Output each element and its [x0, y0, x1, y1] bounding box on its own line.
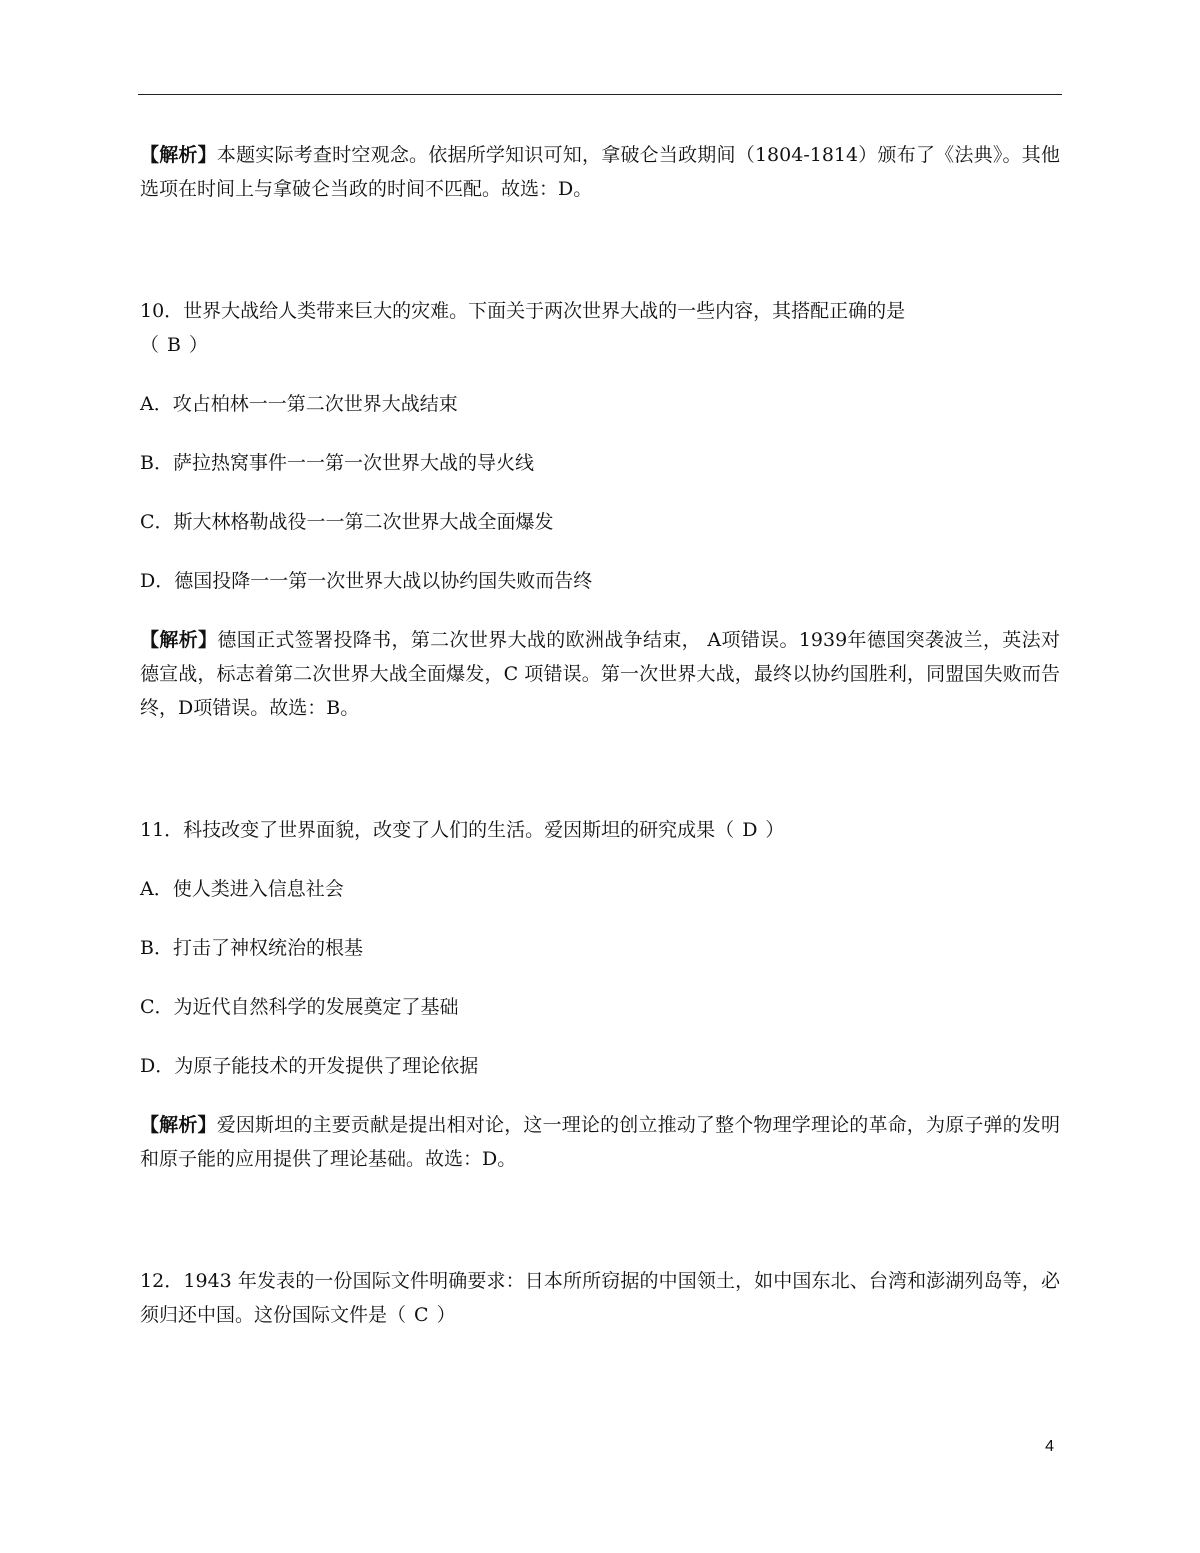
answer-close: ）	[765, 819, 785, 841]
answer-close: ）	[436, 1304, 456, 1326]
q11-analysis	[140, 1108, 1060, 1176]
question-text: 11．科技改变了世界面貌，改变了人们的生活。爱因斯坦的研究成果（	[140, 819, 735, 841]
option-b: B．打击了神权统治的根基	[140, 937, 363, 959]
analysis-tag: 【解析】	[140, 1114, 217, 1136]
question-text: 12．1943 年发表的一份国际文件明确要求：日本所所窃据的中国领土，如中国东北、台湾和澎湖列岛等，必须归还中国。这份国际文件是（	[140, 1270, 1060, 1326]
option-d: D．为原子能技术的开发提供了理论依据	[140, 1055, 479, 1077]
analysis-text: 德国正式签署投降书，第二次世界大战的欧洲战争结束， A项错误。1939年德国突袭波兰，英法对德宣战，标志着第二次世界大战全面爆发，C 项错误。第一次世界大战，最终以协约国胜利，同盟国失败而告终，D项错误。故选：B。	[140, 629, 1060, 719]
answer-value: C	[414, 1304, 429, 1326]
analysis-tag: 【解析】	[140, 629, 218, 651]
option-a: A．使人类进入信息社会	[140, 878, 344, 900]
option-d: D．德国投降一一第一次世界大战以协约国失败而告终	[140, 570, 593, 592]
question-12-stem	[140, 1264, 1060, 1332]
analysis-text: 本题实际考查时空观念。依据所学知识可知，拿破仑当政期间（1804-1814）颁布了《法典》。其他选项在时间上与拿破仑当政的时间不匹配。故选：D。	[140, 144, 1060, 200]
analysis-text: 爱因斯坦的主要贡献是提出相对论，这一理论的创立推动了整个物理学理论的革命，为原子弹的发明和原子能的应用提供了理论基础。故选：D。	[140, 1114, 1060, 1170]
question-text: 10．世界大战给人类带来巨大的灾难。下面关于两次世界大战的一些内容，其搭配正确的是	[140, 300, 906, 322]
option-b: B．萨拉热窝事件一一第一次世界大战的导火线	[140, 452, 534, 474]
answer-close: ）	[188, 334, 208, 356]
header-rule	[138, 94, 1062, 95]
question-11-stem	[140, 813, 1060, 847]
option-a: A．攻占柏林一一第二次世界大战结束	[140, 393, 458, 415]
page-number: 4	[1045, 1438, 1054, 1455]
option-c: C．斯大林格勒战役一一第二次世界大战全面爆发	[140, 511, 554, 533]
answer-value: B	[167, 334, 181, 356]
q9-analysis	[140, 138, 1060, 206]
question-10-stem	[140, 294, 1060, 362]
document-body	[140, 138, 1060, 1332]
answer-open: （	[140, 334, 160, 356]
q10-analysis	[140, 623, 1060, 725]
analysis-tag: 【解析】	[140, 144, 217, 166]
answer-value: D	[742, 819, 758, 841]
option-c: C．为近代自然科学的发展奠定了基础	[140, 996, 459, 1018]
